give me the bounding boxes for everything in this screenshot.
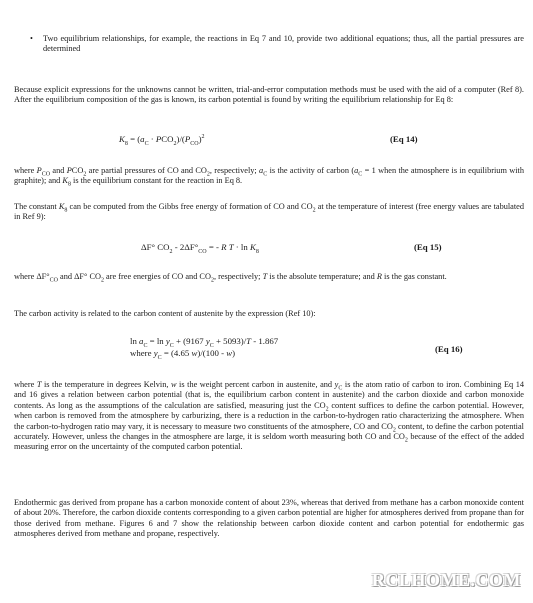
equation-16-line-2: where $y_C = (4.65$ w)/(100 - w) bbox=[130, 348, 236, 361]
bullet-marker: • bbox=[30, 34, 33, 43]
equation-14-number: (Eq 14) bbox=[390, 134, 418, 144]
equation-15 bbox=[14, 242, 524, 256]
paragraph-free-energies: where $\Delta F^\circ_{CO}$ and ΔF° $CO_2$ are free energies of CO and $CO_2$, respectively; T is the absolute temperature; and R is the gas constant. bbox=[14, 272, 447, 284]
equation-14 bbox=[14, 134, 524, 148]
equation-16-line-1: $\ln a_C = \ln y_C + (9167$ $y_C + 5093)/T - 1.867$ bbox=[130, 336, 279, 349]
bullet-item bbox=[30, 34, 524, 55]
equation-15-number: (Eq 15) bbox=[414, 242, 442, 252]
paragraph-combining-equations: where T is the temperature in degrees Kelvin, w is the weight percent carbon in austenite, and $y_C$ is the atom ratio of carbon to iron. Combining Eq 14 and 16 gives a relation between carbon potential (that is, the equilibrium carbon content in austenite) and the carbon dioxide and carbon monoxide contents. As long as the assumptions of the calculation are satisfied, measuring just the $CO_2$ content suffices to define the carbon potential. However, when carbon is removed from the atmosphere by carburizing, there is a reduction in the carbon-to-hydrogen ratio characterizing the atmosphere. When the carbon-to-hydrogen ratio may vary, it is necessary to measure two constituents of the atmosphere, CO and $CO_2$ content, to define the carbon potential accurately. However, unless the changes in the atmosphere are large, it is seldom worth measuring both CO and $CO_2$ because of the effect of the added measuring error on the uncertainty of the computed carbon potential. bbox=[14, 380, 524, 452]
equation-16 bbox=[14, 336, 524, 362]
paragraph-endothermic-gas: Endothermic gas derived from propane has a carbon monoxide content of about 23%, whereas that derived from methane has a carbon monoxide content of about 20%. Therefore, the carbon dioxide contents corresponding to a given carbon potential are higher for atmospheres derived from propane than for those derived from methane. Figures 6 and 7 show the relationship between carbon dioxide content and carbon potential for endothermic gas atmospheres derived from methane and propane, respectively. bbox=[14, 498, 524, 539]
watermark-logo: RCLHOME.COM bbox=[372, 570, 521, 590]
paragraph-gibbs-constant: The constant $K_8$ can be computed from the Gibbs free energy of formation of CO and $CO_2$ at the temperature of interest (free energy values are tabulated in Ref 9): bbox=[14, 202, 525, 222]
bullet-text: Two equilibrium relationships, for example, the reactions in Eq 7 and 10, provide two additional equations; thus, all the partial pressures are determined bbox=[43, 34, 524, 54]
paragraph-partial-pressures: where $P_{CO}$ and $PCO_2$ are partial pressures of CO and $CO_2$, respectively; $a_C$ is the activity of carbon ($a_C = 1$ when the atmosphere is in equilibrium with graphite); and $K_8$ is the equilibrium constant for the reaction in Eq 8. bbox=[14, 166, 524, 189]
paragraph-computation-methods: Because explicit expressions for the unknowns cannot be written, trial-and-error computation methods must be used with the aid of a computer (Ref 8). After the equilibrium composition of the gas is known, its carbon potential is found by writing the equilibrium relationship for Eq 8: bbox=[14, 85, 524, 105]
paragraph-carbon-activity: The carbon activity is related to the carbon content of austenite by the expression (Ref 10): bbox=[14, 309, 316, 318]
equation-14-expression: $K_8 = (a_C \cdot PCO_2)/(P_{CO})^2$ bbox=[119, 134, 205, 147]
equation-15-expression: ΔF° $CO_2 - 2\Delta F^\circ_{CO}$ = - R $T \cdot \ln K_8$ bbox=[141, 242, 259, 255]
equation-16-number: (Eq 16) bbox=[435, 344, 463, 354]
